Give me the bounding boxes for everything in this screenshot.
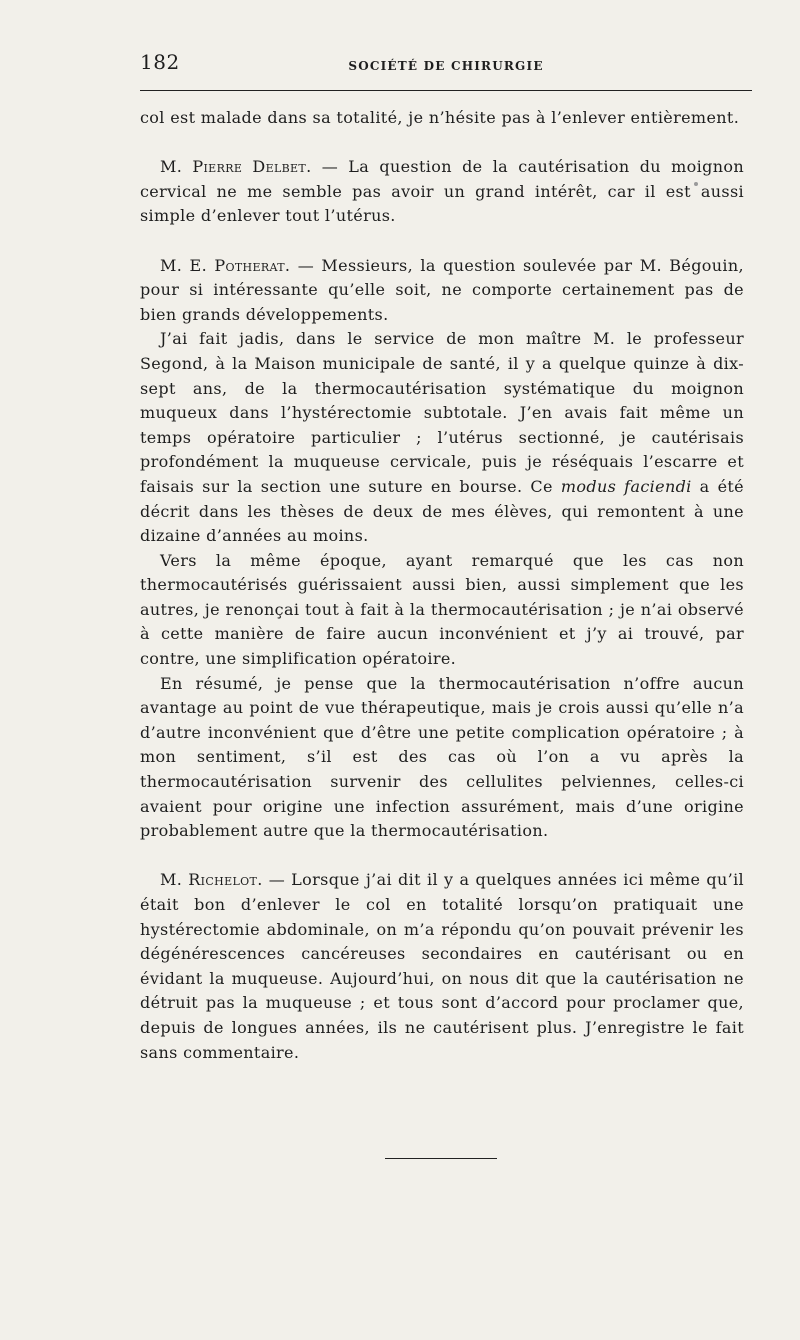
header-rule xyxy=(140,90,752,91)
running-title: SOCIÉTÉ DE CHIRURGIE xyxy=(348,59,544,73)
paragraph-text: J’ai fait jadis, dans le service de mon maître M. le professeur Segond, à la Maison municipale de santé, il y a quelque quinze à dix-sept ans, de la thermocautérisation systématique du moignon muqueux dans l’hystérectomie subtotale. J’en avais fait même un temps opératoire particulier ; l’utérus sectionné, je cautérisais profondément la muqueuse cervicale, puis je réséquais l’escarre et faisais sur la section une suture en bourse. Ce xyxy=(140,329,744,496)
paragraph-potherat xyxy=(140,254,744,328)
paragraph-text: . — La question de la cautérisation du moignon cervical ne me semble pas avoir un grand intérêt, car il est aussi simple d’enlever tout l’utérus. xyxy=(140,157,744,226)
paragraph-text: col est malade dans sa totalité, je n’hésite pas à l’enlever entièrement. xyxy=(140,108,740,127)
paragraph-vers xyxy=(140,549,744,672)
speaker-name: Pierre Delbet xyxy=(192,157,307,177)
page-number: 182 xyxy=(140,50,180,74)
body-text xyxy=(140,106,744,1065)
speaker-name: Richelot xyxy=(188,870,258,890)
paragraph-text: . — Messieurs, la question soulevée par M. Bégouin, pour si intéressante qu’elle soit, ne comporte certainement pas de bien grands développements. xyxy=(140,255,744,324)
paragraph-delbet xyxy=(140,155,744,229)
speaker-name: Potherat xyxy=(214,255,285,275)
paragraph-richelot xyxy=(140,868,744,1065)
speaker-prefix: M. xyxy=(160,870,189,890)
speaker-prefix: M. E. xyxy=(160,255,215,275)
paragraph-continuation xyxy=(140,106,744,131)
paragraph-text: . — Lorsque j’ai dit il y a quelques années ici même qu’il était bon d’enlever le col en totalité lorsqu’on pratiquait une hystérectomie abdominale, on m’a répondu qu’on pouvait prévenir les dégénérescences cancéreuses secondaires en cautérisant ou en évidant la muqueuse. Aujourd’hui, on nous dit que la cautérisation ne détruit pas la muqueuse ; et tous sont d’accord pour proclamer que, depuis de longues années, ils ne cautérisent plus. J’enregistre le fait sans commentaire. xyxy=(140,870,745,1062)
paragraph-segond xyxy=(140,327,744,548)
paragraph-resume xyxy=(140,672,744,844)
end-rule xyxy=(385,1158,497,1159)
speaker-prefix: M. xyxy=(160,157,193,177)
paragraph-text: Vers la même époque, ayant remarqué que les cas non thermocautérisés guérissaient aussi bien, aussi simplement que les autres, je renonçai tout à fait à la thermocautérisation ; je n’ai observé à cette manière de faire aucun inconvénient et j’y ai trouvé, par contre, une simplification opératoire. xyxy=(140,550,744,669)
paragraph-text: En résumé, je pense que la thermocautérisation n’offre aucun avantage au point de vue thérapeutique, mais je crois aussi qu’elle n’a d’autre inconvénient que d’être une petite complication opératoire ; à mon sentiment, s’il est des cas où l’on a vu après la thermocautérisation survenir des cellulites pelviennes, celles-ci avaient pour origine une infection assurément, mais d’une origine probablement autre que la thermocautérisation. xyxy=(140,673,744,841)
page-header xyxy=(140,50,752,80)
latin-phrase: modus faciendi xyxy=(560,476,692,496)
paragraph-text: a été décrit dans les thèses de deux de mes élèves, qui remontent à une dizaine d’années au moins. xyxy=(140,476,744,546)
